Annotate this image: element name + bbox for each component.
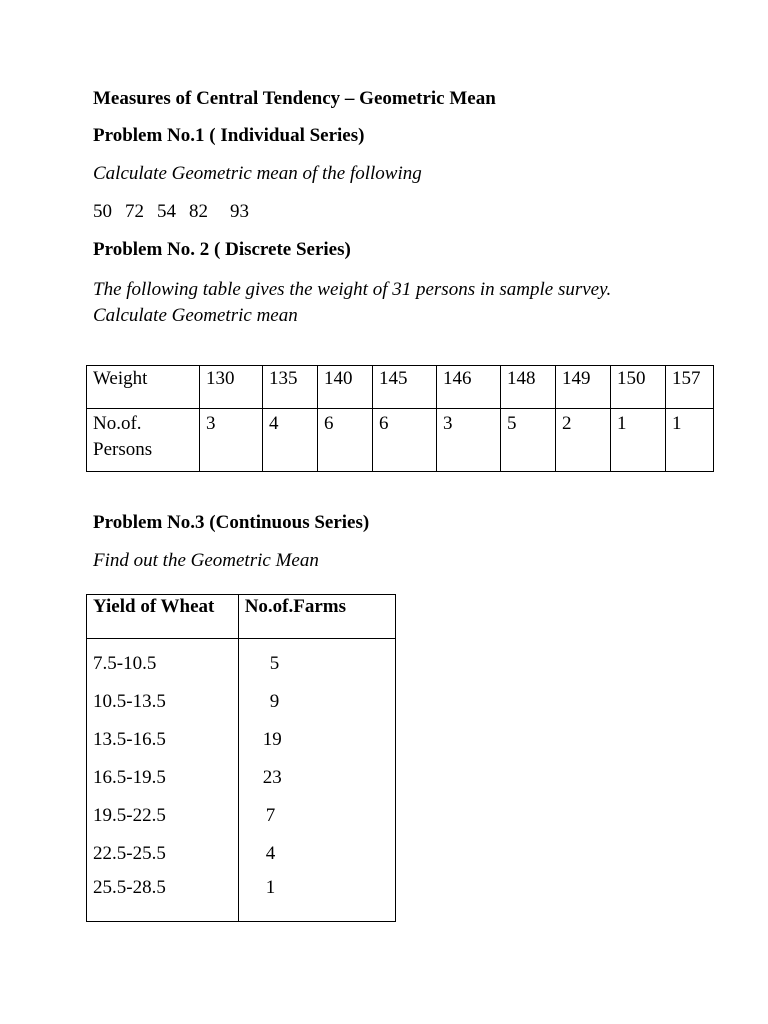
row-label-persons [87,409,200,472]
table-row [87,683,396,721]
problem1-heading: Problem No.1 ( Individual Series) [93,125,365,146]
persons-cell: 3 [437,409,501,472]
yield-range-cell: 25.5-28.5 [87,873,239,922]
problem1-instruction: Calculate Geometric mean of the following [93,163,422,184]
farms-count-cell: 5 [238,639,395,684]
weight-cell: 157 [666,366,714,409]
problem2-instruction-line1: The following table gives the weight of 31 persons in sample survey. [93,279,612,300]
persons-cell: 3 [200,409,263,472]
persons-cell: 5 [501,409,556,472]
farms-count-cell: 19 [238,721,395,759]
number-value: 54 [157,201,176,222]
yield-range-cell: 13.5-16.5 [87,721,239,759]
weight-cell: 135 [263,366,318,409]
weight-cell: 130 [200,366,263,409]
table-row [87,409,714,472]
persons-cell: 1 [666,409,714,472]
problem2-instruction-line2: Calculate Geometric mean [93,305,298,326]
problem2-instruction [93,277,713,329]
problem1-numbers [93,201,249,223]
weight-cell: 149 [556,366,611,409]
weight-cell: 150 [611,366,666,409]
table-row [87,366,714,409]
persons-cell: 6 [373,409,437,472]
yield-range-cell: 19.5-22.5 [87,797,239,835]
problem3-heading: Problem No.3 (Continuous Series) [93,512,370,533]
column-header-farms: No.of.Farms [238,595,395,639]
weight-cell: 148 [501,366,556,409]
persons-cell: 1 [611,409,666,472]
wheat-yield-table [86,594,396,922]
farms-count-cell: 23 [238,759,395,797]
problem3-instruction: Find out the Geometric Mean [93,550,319,571]
table-row [87,639,396,684]
farms-count-cell: 1 [238,873,395,922]
weight-cell: 145 [373,366,437,409]
table-row [87,835,396,873]
farms-count-cell: 4 [238,835,395,873]
weight-cell: 140 [318,366,373,409]
weight-cell: 146 [437,366,501,409]
yield-range-cell: 7.5-10.5 [87,639,239,684]
number-value: 72 [125,201,144,222]
weight-table [86,365,714,472]
row-label-persons-line2: Persons [93,439,153,460]
number-value: 50 [93,201,112,222]
table-header-row [87,595,396,639]
row-label-persons-line1: No.of. [93,413,142,434]
yield-range-cell: 10.5-13.5 [87,683,239,721]
column-header-yield: Yield of Wheat [87,595,239,639]
page-title: Measures of Central Tendency – Geometric Mean [93,88,496,109]
table-row [87,721,396,759]
problem2-heading: Problem No. 2 ( Discrete Series) [93,239,351,260]
row-label-weight: Weight [87,366,200,409]
number-value: 93 [230,201,249,222]
persons-cell: 6 [318,409,373,472]
yield-range-cell: 16.5-19.5 [87,759,239,797]
yield-range-cell: 22.5-25.5 [87,835,239,873]
farms-count-cell: 9 [238,683,395,721]
number-value: 82 [189,201,208,222]
persons-cell: 4 [263,409,318,472]
farms-count-cell: 7 [238,797,395,835]
persons-cell: 2 [556,409,611,472]
table-row [87,759,396,797]
table-row [87,797,396,835]
table-row [87,873,396,922]
